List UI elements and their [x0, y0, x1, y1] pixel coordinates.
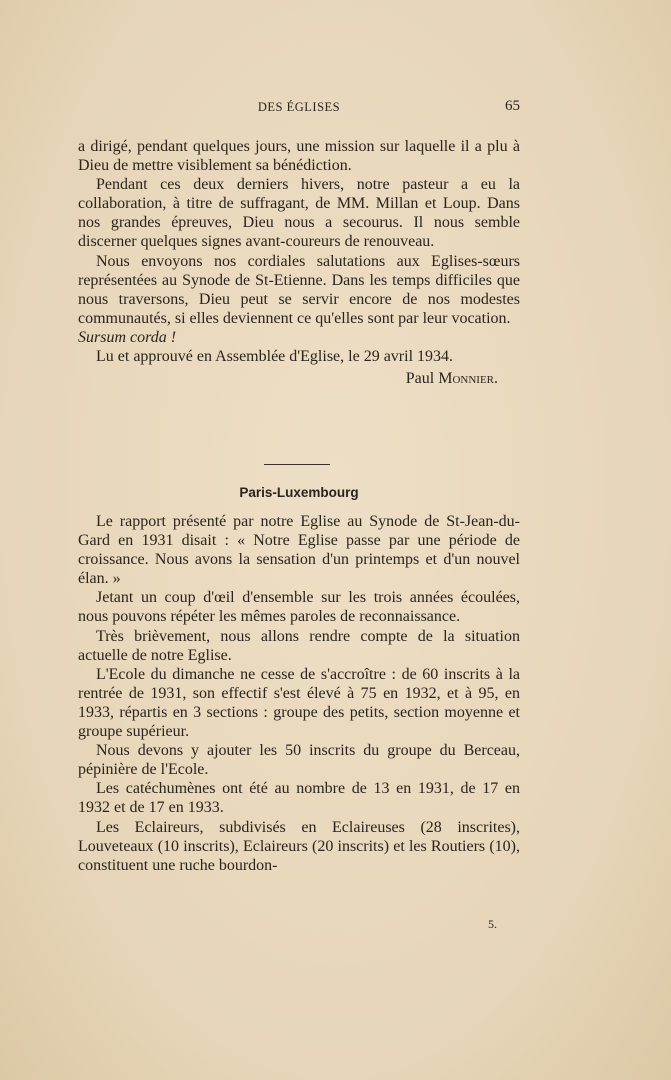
closing-motto: Sursum corda ! — [78, 328, 177, 346]
signature — [78, 369, 520, 388]
running-head — [78, 100, 520, 120]
paragraph — [78, 252, 520, 347]
paragraph: Jetant un coup d'œil d'ensemble sur les trois années écoulées, nous pouvons répéter les mêmes paroles de reconnaissance. — [78, 589, 520, 626]
paragraph: Très brièvement, nous allons rendre compte de la situation actuelle de notre Eglise. — [78, 627, 520, 664]
paragraph: Lu et approuvé en Assemblée d'Eglise, le 29 avril 1934. — [96, 348, 454, 366]
section-body — [78, 512, 520, 875]
paragraph: Le rapport présenté par notre Eglise au Synode de St-Jean-du-Gard en 1931 disait : « Notre Eglise passe par une période de croissance. Nous avons la sensation d'un printemps et d'un nouvel élan. » — [78, 513, 520, 588]
letter-continuation — [78, 137, 520, 388]
section-heading: Paris-Luxembourg — [239, 485, 359, 500]
paragraph: Pendant ces deux derniers hivers, notre pasteur a eu la collaboration, à titre de suffragant, de MM. Millan et Loup. Dans nos grandes épreuves, Dieu nous a secourus. Il nous semble discerner quelques signes avant-coureurs de renouveau. — [78, 176, 520, 251]
running-head-title: DES ÉGLISES — [257, 100, 341, 114]
paragraph: a dirigé, pendant quelques jours, une mission sur laquelle il a plu à Dieu de mettre visiblement sa bénédiction. — [78, 138, 520, 175]
signature-last-name: Monnier. — [438, 370, 498, 388]
signature-mark: 5. — [488, 917, 497, 931]
paragraph: Nous devons y ajouter les 50 inscrits du groupe du Berceau, pépinière de l'Ecole. — [78, 742, 520, 779]
paragraph: Les Eclaireurs, subdivisés en Eclaireuses (28 inscrites), Louveteaux (10 inscrits), Eclaireurs (20 inscrits) et les Routiers (10), constituent une ruche bourdon- — [78, 818, 520, 874]
paragraph-text: Nous envoyons nos cordiales salutations aux Eglises-sœurs représentées au Synode de St-Etienne. Dans les temps difficiles que nous traversons, Dieu peut se servir encore de nos modestes communautés, si elles deviennent ce qu'elles sont par leur vocation. — [78, 252, 520, 327]
section-divider — [264, 464, 330, 465]
page-number: 65 — [505, 98, 520, 114]
paragraph: L'Ecole du dimanche ne cesse de s'accroître : de 60 inscrits à la rentrée de 1931, son effectif s'est élevé à 75 en 1932, et à 95, en 1933, répartis en 3 sections : groupe des petits, section moyenne et groupe supérieur. — [78, 665, 520, 741]
paragraph: Les catéchumènes ont été au nombre de 13 en 1931, de 17 en 1932 et de 17 en 1933. — [78, 780, 520, 817]
signature-first-name: Paul — [405, 370, 435, 388]
